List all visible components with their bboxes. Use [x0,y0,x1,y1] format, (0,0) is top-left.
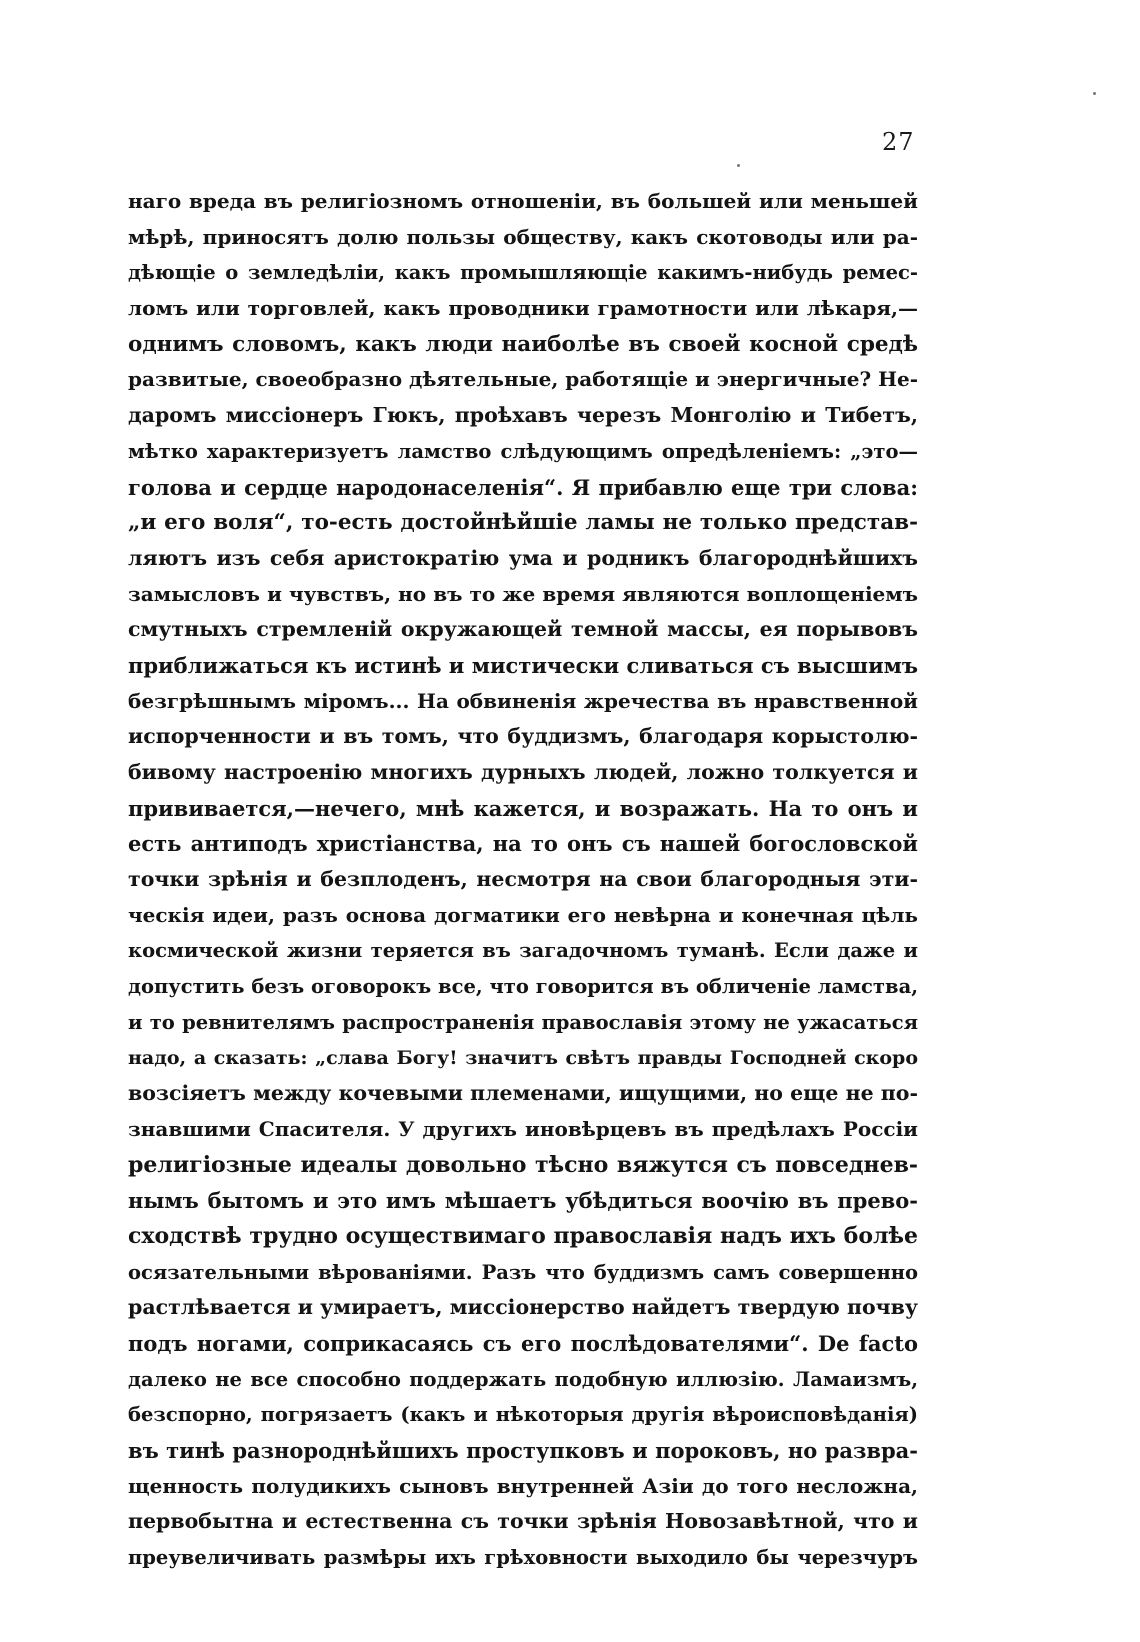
text-line: щенность полудикихъ сыновъ внутренней Азіи до того несложна, [128,1473,918,1498]
text-line: испорченности и въ томъ, что буддизмъ, благодаря корыстолю- [128,724,918,749]
text-line: ляютъ изъ себя аристократію ума и родникъ благороднѣйшихъ [128,545,918,570]
text-line: наго вреда въ религіозномъ отношеніи, въ большей или меньшей [128,189,918,213]
text-line: безспорно, погрязаетъ (какъ и нѣкоторыя другія вѣроисповѣданія) [128,1403,918,1427]
text-line: мѣтко характеризуетъ ламство слѣдующимъ опредѣленіемъ: „это— [128,439,918,463]
text-line: сходствѣ трудно осуществимаго православія надъ ихъ болѣе [128,1222,918,1249]
text-line: знавшими Спасителя. У другихъ иновѣрцевъ въ предѣлахъ Россіи [128,1116,918,1141]
text-line: безгрѣшнымъ міромъ... На обвиненія жречества въ нравственной [128,688,918,713]
text-line: далеко не все способно поддержать подобную иллюзію. Ламаизмъ, [128,1367,918,1391]
text-line: смутныхъ стремленій окружающей темной массы, ея порывовъ [128,617,918,642]
text-line: „и его воля“, то-есть достойнѣйшіе ламы не только представ- [128,510,918,536]
text-line: нымъ бытомъ и это имъ мѣшаетъ убѣдиться воочію въ прево- [128,1188,918,1214]
text-line: приближаться къ истинѣ и мистически сливаться съ высшимъ [128,652,918,678]
text-line: осязательными вѣрованіями. Разъ что буддизмъ самъ совершенно [128,1260,918,1284]
text-line: развитые, своеобразно дѣятельные, работящіе и энергичные? Не- [128,367,918,392]
text-line: даромъ миссіонеръ Гюкъ, проѣхавъ черезъ Монголію и Тибетъ, [128,403,918,428]
text-line: первобытна и естественна съ точки зрѣнія Новозавѣтной, что и [128,1509,918,1534]
text-line: религіозные идеалы довольно тѣсно вяжутся съ повседнев- [128,1151,918,1178]
scan-speck [1093,92,1096,95]
text-line: дѣющіе о земледѣліи, какъ промышляющіе какимъ-нибудь ремес- [128,261,918,285]
text-line: однимъ словомъ, какъ люди наиболѣе въ своей косной средѣ [128,331,918,357]
text-line: возсіяетъ между кочевыми племенами, ищущими, но еще не по- [128,1081,918,1106]
text-line: прививается,—нечего, мнѣ кажется, и возражать. На то онъ и [128,795,918,821]
text-line: ческія идеи, разъ основа догматики его невѣрна и конечная цѣль [128,902,918,927]
scan-speck [737,164,740,167]
text-line: надо, а сказать: „слава Богу! значитъ свѣтъ правды Господней скоро [128,1046,918,1069]
text-line: ломъ или торговлей, какъ проводники грамотности или лѣкаря,— [128,296,918,321]
page-number: 27 [882,128,915,156]
text-line: преувеличивать размѣры ихъ грѣховности выходило бы черезчуръ [128,1546,918,1570]
text-line: космической жизни теряется въ загадочномъ туманѣ. Если даже и [128,939,918,963]
text-line: и то ревнителямъ распространенія православія этому не ужасаться [128,1010,918,1034]
text-line: бивому настроенію многихъ дурныхъ людей, ложно толкуется и [128,760,918,784]
text-line: подъ ногами, соприкасаясь съ его послѣдователями“. De facto [128,1331,918,1356]
text-line: голова и сердце народонаселенія“. Я прибавлю еще три слова: [128,474,918,500]
text-line: есть антиподъ христіанства, на то онъ съ нашей богословской [128,831,918,857]
text-line: точки зрѣнія и безплоденъ, несмотря на свои благородныя эти- [128,867,918,892]
body-text [128,184,918,1576]
text-line: замысловъ и чувствъ, но въ то же время являются воплощеніемъ [128,581,918,606]
text-line: мѣрѣ, приносятъ долю пользы обществу, какъ скотоводы или ра- [128,224,918,249]
text-line: въ тинѣ разнороднѣйшихъ проступковъ и пороковъ, но развра- [128,1438,918,1464]
text-line: растлѣвается и умираетъ, миссіонерство найдетъ твердую почву [128,1295,918,1320]
text-line: допустить безъ оговорокъ все, что говорится въ обличеніе ламства, [128,975,918,999]
